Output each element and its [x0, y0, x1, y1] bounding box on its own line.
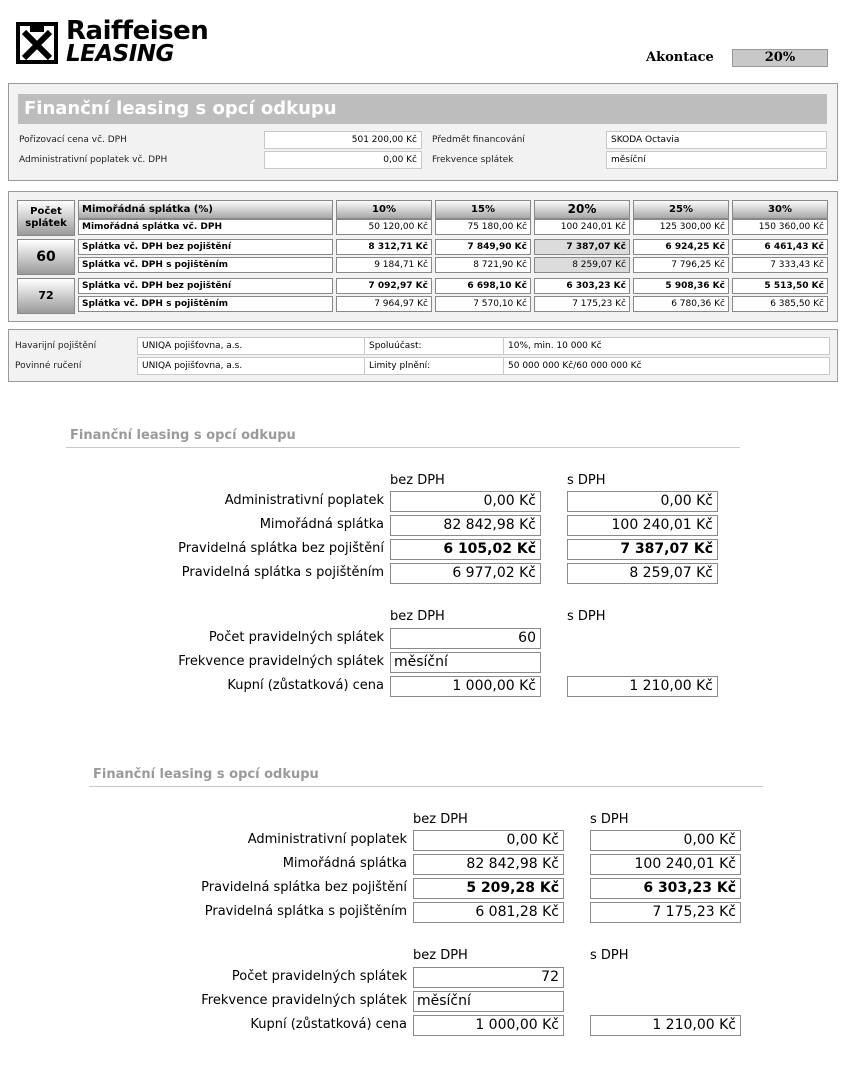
- purchase-price-label: Pořizovací cena vč. DPH: [19, 135, 127, 145]
- extra-pct-header: Mimořádná splátka (%): [78, 200, 333, 219]
- info-title: Finanční leasing s opcí odkupu: [18, 94, 827, 124]
- regular-payment-ins-with[interactable]: 8 259,07 Kč: [567, 563, 718, 584]
- payment-count-label: Počet pravidelných splátek: [208, 630, 384, 645]
- col-header-with-vat: s DPH: [590, 812, 629, 827]
- regular-payment-with[interactable]: 7 387,07 Kč: [567, 539, 718, 560]
- extra-amount-cell: 75 180,00 Kč: [435, 219, 531, 235]
- regular-payment-ins-label: Pravidelná splátka s pojištěním: [204, 904, 407, 919]
- payment-cell[interactable]: 7 849,90 Kč: [435, 239, 531, 255]
- residual-price-label: Kupní (zůstatková) cena: [250, 1017, 407, 1032]
- regular-payment-with[interactable]: 6 303,23 Kč: [590, 878, 741, 899]
- admin-fee-without[interactable]: 0,00 Kč: [413, 830, 564, 851]
- col-header-without-vat: bez DPH: [390, 473, 445, 488]
- extra-payment-label: Mimořádná splátka: [282, 856, 407, 871]
- extra-payment-without[interactable]: 82 842,98 Kč: [413, 854, 564, 875]
- residual-price-label: Kupní (zůstatková) cena: [227, 678, 384, 693]
- limits-field[interactable]: 50 000 000 Kč/60 000 000 Kč: [503, 357, 830, 375]
- frequency-value[interactable]: měsíční: [413, 991, 564, 1012]
- regular-payment-label: Pravidelná splátka bez pojištění: [201, 880, 407, 895]
- payment-cell[interactable]: 9 184,71 Kč: [336, 257, 432, 273]
- extra-payment-without[interactable]: 82 842,98 Kč: [390, 515, 541, 536]
- purchase-price-field[interactable]: 501 200,00 Kč: [264, 131, 422, 149]
- regular-payment-ins-without[interactable]: 6 977,02 Kč: [390, 563, 541, 584]
- row-label-with-ins: Splátka vč. DPH s pojištěním: [78, 296, 333, 312]
- extra-amount-label: Mimořádná splátka vč. DPH: [78, 219, 333, 235]
- row-label-without-ins: Splátka vč. DPH bez pojištění: [78, 239, 333, 255]
- summary-title: Finanční leasing s opcí odkupu: [70, 428, 296, 443]
- deductible-label: Spoluúčast:: [364, 337, 504, 355]
- admin-fee-field[interactable]: 0,00 Kč: [264, 151, 422, 169]
- admin-fee-without[interactable]: 0,00 Kč: [390, 491, 541, 512]
- extra-amount-cell: 150 360,00 Kč: [732, 219, 828, 235]
- akontace-label: Akontace: [646, 50, 714, 65]
- residual-price-without[interactable]: 1 000,00 Kč: [390, 676, 541, 697]
- payment-cell[interactable]: 7 333,43 Kč: [732, 257, 828, 273]
- accident-insurance-label: Havarijní pojištění: [15, 341, 97, 351]
- akontace-value[interactable]: 20%: [732, 49, 828, 67]
- limits-label: Limity plnění:: [364, 357, 504, 375]
- extra-amount-cell: 50 120,00 Kč: [336, 219, 432, 235]
- extra-amount-cell: 125 300,00 Kč: [633, 219, 729, 235]
- frequency-label: Frekvence pravidelných splátek: [201, 993, 407, 1008]
- count-header: [17, 200, 75, 236]
- col-header-without-vat: bez DPH: [390, 609, 445, 624]
- raiffeisen-logo-icon: [16, 22, 58, 64]
- col-header-without-vat: bez DPH: [413, 948, 468, 963]
- payment-cell[interactable]: 7 092,97 Kč: [336, 278, 432, 294]
- frequency-field[interactable]: měsíční: [606, 151, 827, 169]
- frequency-label: Frekvence pravidelných splátek: [178, 654, 384, 669]
- payment-cell[interactable]: 5 513,50 Kč: [732, 278, 828, 294]
- col-header-with-vat: s DPH: [590, 948, 629, 963]
- payment-count-label: Počet pravidelných splátek: [231, 969, 407, 984]
- payment-cell[interactable]: 8 721,90 Kč: [435, 257, 531, 273]
- admin-fee-label: Administrativní poplatek vč. DPH: [19, 155, 168, 165]
- group-count-60: 60: [17, 239, 75, 275]
- extra-amount-cell: 100 240,01 Kč: [534, 219, 630, 235]
- admin-fee-with[interactable]: 0,00 Kč: [567, 491, 718, 512]
- regular-payment-without[interactable]: 5 209,28 Kč: [413, 878, 564, 899]
- payment-cell[interactable]: 7 796,25 Kč: [633, 257, 729, 273]
- regular-payment-ins-with[interactable]: 7 175,23 Kč: [590, 902, 741, 923]
- payment-cell[interactable]: 6 924,25 Kč: [633, 239, 729, 255]
- payment-count-value[interactable]: 72: [413, 967, 564, 988]
- payment-cell[interactable]: 5 908,36 Kč: [633, 278, 729, 294]
- admin-fee-with[interactable]: 0,00 Kč: [590, 830, 741, 851]
- accident-insurance-field[interactable]: UNIQA pojišťovna, a.s.: [137, 337, 365, 355]
- deductible-field[interactable]: 10%, min. 10 000 Kč: [503, 337, 830, 355]
- col-header-without-vat: bez DPH: [413, 812, 468, 827]
- liability-field[interactable]: UNIQA pojišťovna, a.s.: [137, 357, 365, 375]
- regular-payment-ins-without[interactable]: 6 081,28 Kč: [413, 902, 564, 923]
- payment-cell[interactable]: 7 964,97 Kč: [336, 296, 432, 312]
- summary-divider: [89, 786, 763, 787]
- admin-fee-label: Administrativní poplatek: [247, 832, 407, 847]
- summary-divider: [66, 447, 740, 448]
- count-header-line1: Počet: [30, 206, 62, 217]
- pct-15-header[interactable]: 15%: [435, 200, 531, 219]
- payment-cell[interactable]: 7 175,23 Kč: [534, 296, 630, 312]
- col-header-with-vat: s DPH: [567, 609, 606, 624]
- extra-payment-label: Mimořádná splátka: [259, 517, 384, 532]
- payment-cell[interactable]: 6 461,43 Kč: [732, 239, 828, 255]
- pct-10-header[interactable]: 10%: [336, 200, 432, 219]
- row-label-without-ins: Splátka vč. DPH bez pojištění: [78, 278, 333, 294]
- payment-cell[interactable]: 6 385,50 Kč: [732, 296, 828, 312]
- regular-payment-without[interactable]: 6 105,02 Kč: [390, 539, 541, 560]
- residual-price-with[interactable]: 1 210,00 Kč: [567, 676, 718, 697]
- payment-count-value[interactable]: 60: [390, 628, 541, 649]
- row-label-with-ins: Splátka vč. DPH s pojištěním: [78, 257, 333, 273]
- extra-payment-with[interactable]: 100 240,01 Kč: [567, 515, 718, 536]
- admin-fee-label: Administrativní poplatek: [224, 493, 384, 508]
- group-count-72: 72: [17, 278, 75, 314]
- brand-subname: LEASING: [66, 41, 174, 67]
- liability-label: Povinné ručení: [15, 361, 82, 371]
- extra-payment-with[interactable]: 100 240,01 Kč: [590, 854, 741, 875]
- payment-cell[interactable]: 6 698,10 Kč: [435, 278, 531, 294]
- col-header-with-vat: s DPH: [567, 473, 606, 488]
- subject-label: Předmět financování: [432, 135, 525, 145]
- subject-field[interactable]: SKODA Octavia: [606, 131, 827, 149]
- pct-20-header[interactable]: 20%: [534, 200, 630, 219]
- brand-name: Raiffeisen: [66, 16, 209, 46]
- regular-payment-label: Pravidelná splátka bez pojištění: [178, 541, 384, 556]
- pct-25-header[interactable]: 25%: [633, 200, 729, 219]
- regular-payment-ins-label: Pravidelná splátka s pojištěním: [181, 565, 384, 580]
- summary-title: Finanční leasing s opcí odkupu: [93, 767, 319, 782]
- frequency-label: Frekvence splátek: [432, 155, 514, 165]
- residual-price-with[interactable]: 1 210,00 Kč: [590, 1015, 741, 1036]
- residual-price-without[interactable]: 1 000,00 Kč: [413, 1015, 564, 1036]
- payment-cell-selected[interactable]: 7 387,07 Kč: [534, 239, 630, 255]
- payment-cell-selected[interactable]: 8 259,07 Kč: [534, 257, 630, 273]
- count-header-line2: splátek: [25, 218, 67, 229]
- payment-cell[interactable]: 8 312,71 Kč: [336, 239, 432, 255]
- pct-30-header[interactable]: 30%: [732, 200, 828, 219]
- payment-cell[interactable]: 7 570,10 Kč: [435, 296, 531, 312]
- frequency-value[interactable]: měsíční: [390, 652, 541, 673]
- payment-cell[interactable]: 6 780,36 Kč: [633, 296, 729, 312]
- payment-cell[interactable]: 6 303,23 Kč: [534, 278, 630, 294]
